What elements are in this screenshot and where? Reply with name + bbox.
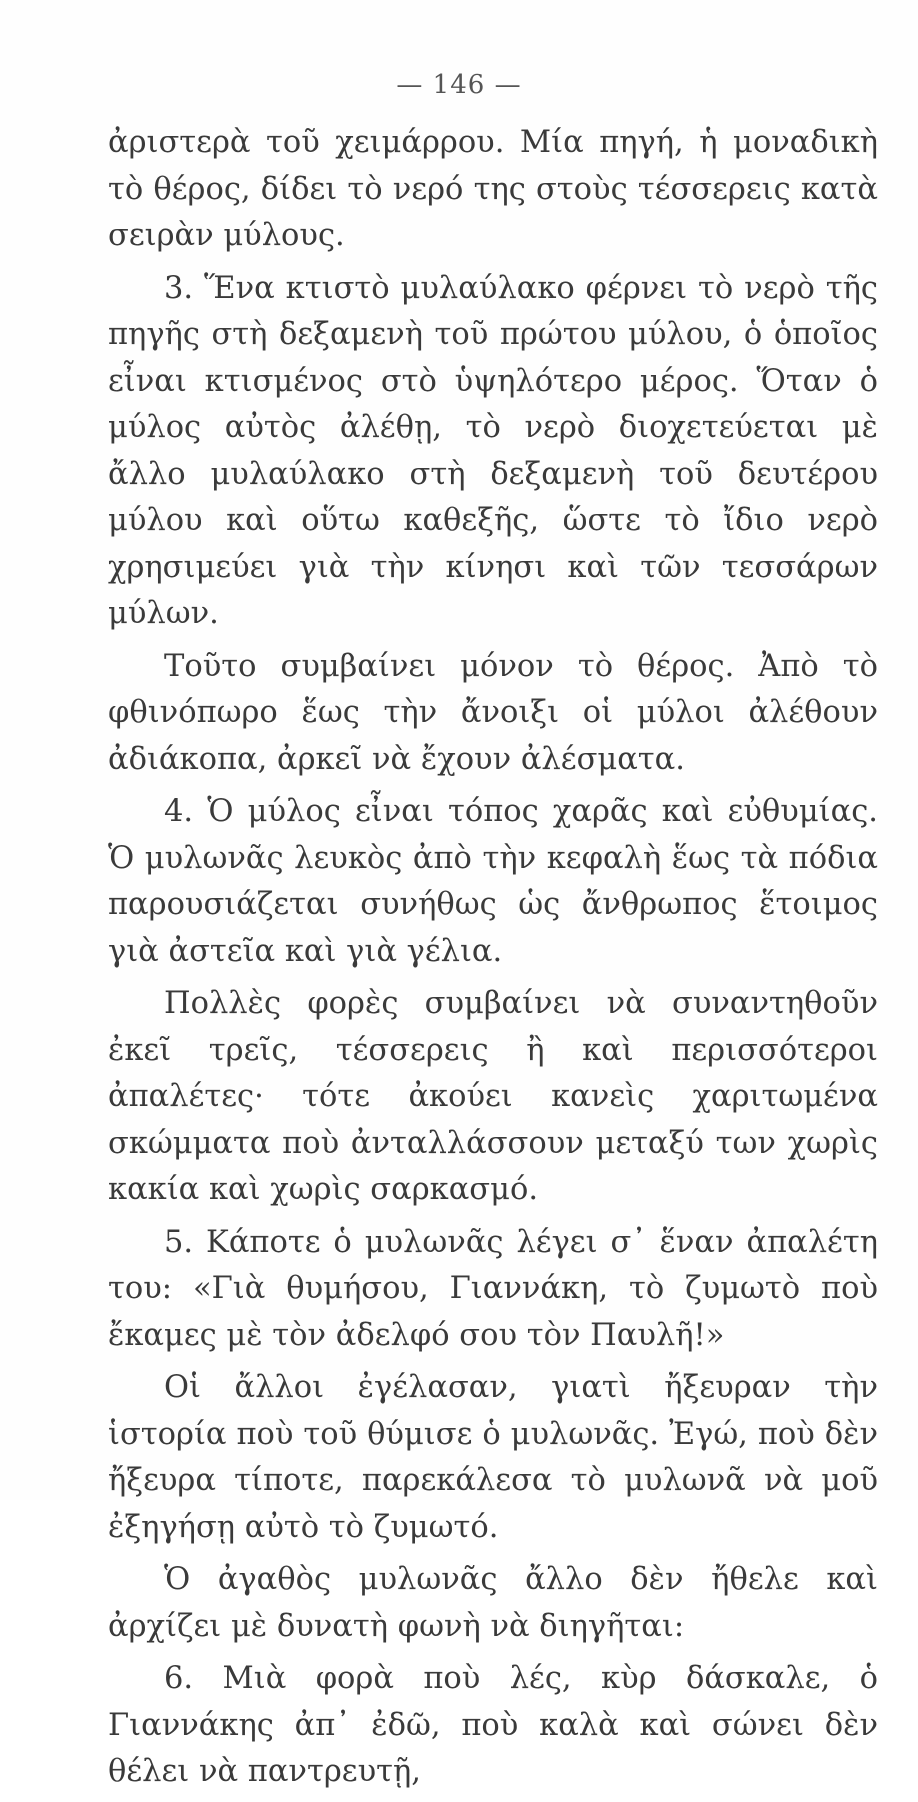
paragraph-2: 3. Ἕνα κτιστὸ μυλαύλακο φέρνει τὸ νερὸ τῆς πηγῆς στὴ δεξαμενὴ τοῦ πρώτου μύλου, ὁ ὁποῖος εἶναι κτισμένος στὸ ὑψηλότερο μέρος. Ὅταν ὁ μύλος αὐτὸς ἀλέθῃ, τὸ νερὸ διοχετεύεται μὲ ἄλλο μυλαύλακο στὴ δεξαμενὴ τοῦ δευτέρου μύλου καὶ οὕτω καθεξῆς, ὥστε τὸ ἴδιο νερὸ χρησιμεύει γιὰ τὴν κίνησι καὶ τῶν τεσσάρων μύλων.	[108, 270, 878, 631]
paragraph-6: 5. Κάποτε ὁ μυλωνᾶς λέγει σ᾿ ἕναν ἀπαλέτη του: «Γιὰ θυμήσου, Γιαννάκη, τὸ ζυμωτὸ ποὺ ἔκαμες μὲ τὸν ἀδελφό σου τὸν Παυλῆ!»	[108, 1224, 878, 1353]
paragraph-1: ἀριστερὰ τοῦ χειμάρρου. Μία πηγή, ἡ μοναδικὴ τὸ θέρος, δίδει τὸ νερό της στοὺς τέσσερεις κατὰ σειρὰν μύλους.	[108, 125, 878, 253]
body-text	[108, 120, 878, 1802]
paragraph-8: Ὁ ἀγαθὸς μυλωνᾶς ἄλλο δὲν ἤθελε καὶ ἀρχίζει μὲ δυνατὴ φωνὴ νὰ διηγῆται:	[108, 1562, 878, 1644]
paragraph-4: 4. Ὁ μύλος εἶναι τόπος χαρᾶς καὶ εὐθυμίας. Ὁ μυλωνᾶς λευκὸς ἀπὸ τὴν κεφαλὴ ἕως τὰ πόδια παρουσιάζεται συνήθως ὡς ἄνθρωπος ἕτοιμος γιὰ ἀστεῖα καὶ γιὰ γέλια.	[108, 794, 878, 969]
paragraph-7: Οἱ ἄλλοι ἐγέλασαν, γιατὶ ἤξευραν τὴν ἱστορία ποὺ τοῦ θύμισε ὁ μυλωνᾶς. Ἐγώ, ποὺ δὲν ἤξευρα τίποτε, παρεκάλεσα τὸ μυλωνᾶ νὰ μοῦ ἐξηγήσῃ αὐτὸ τὸ ζυμωτό.	[108, 1370, 878, 1545]
paragraph-5: Πολλὲς φορὲς συμβαίνει νὰ συναντηθοῦν ἐκεῖ τρεῖς, τέσσερεις ἢ καὶ περισσότεροι ἀπαλέτες· τότε ἀκούει κανεὶς χαριτωμένα σκώμματα ποὺ ἀνταλλάσσουν μεταξύ των χωρὶς κακία καὶ χωρὶς σαρκασμό.	[108, 986, 878, 1207]
page-number: — 146 —	[396, 70, 522, 100]
paragraph-9: 6. Μιὰ φορὰ ποὺ λές, κὺρ δάσκαλε, ὁ Γιαννάκης ἀπ᾿ ἐδῶ, ποὺ καλὰ καὶ σώνει δὲν θέλει νὰ παντρευτῇ,	[108, 1661, 878, 1789]
paragraph-3: Τοῦτο συμβαίνει μόνον τὸ θέρος. Ἀπὸ τὸ φθινόπωρο ἕως τὴν ἄνοιξι οἱ μύλοι ἀλέθουν ἀδιάκοπα, ἀρκεῖ νὰ ἔχουν ἀλέσματα.	[108, 648, 878, 777]
